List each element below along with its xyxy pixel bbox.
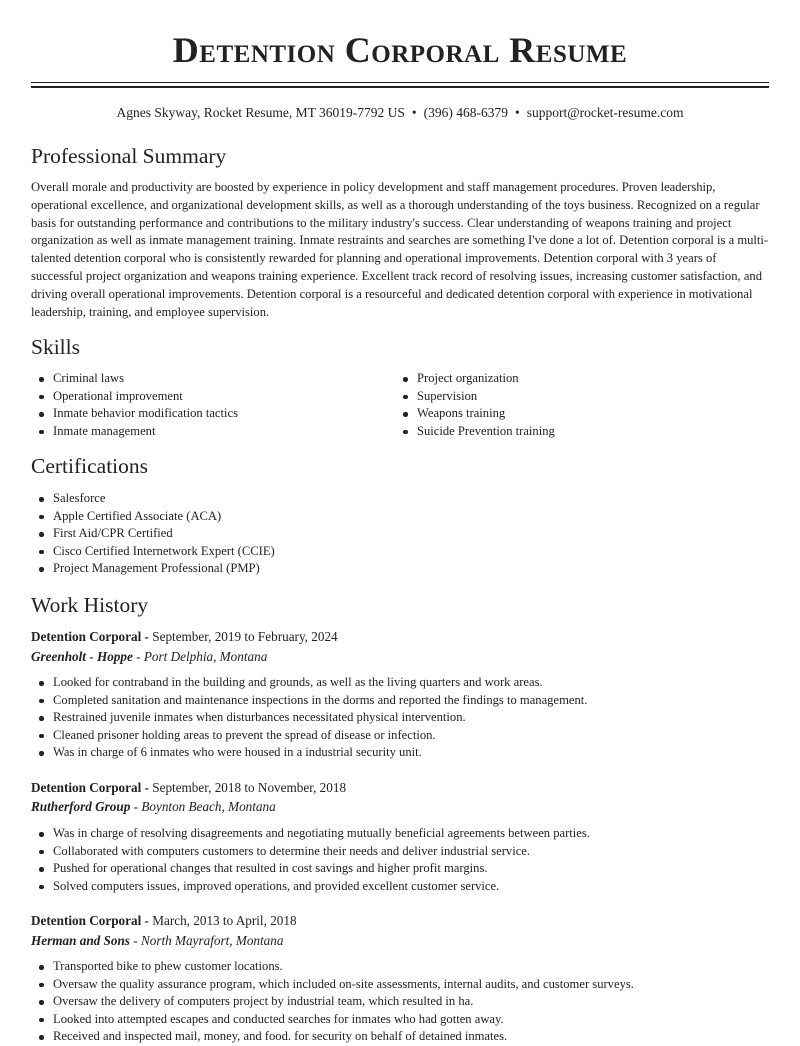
list-item: Was in charge of 6 inmates who were housed in a industrial security unit. (31, 744, 771, 762)
job-employer: Herman and Sons (31, 933, 130, 948)
list-item: Operational improvement (31, 388, 391, 406)
contact-separator: • (411, 105, 417, 120)
contact-address: Agnes Skyway, Rocket Resume, MT 36019-7792 US (116, 105, 405, 120)
job-employer-line (31, 648, 267, 666)
job-dash: - (144, 780, 149, 795)
job-location: Boynton Beach, Montana (141, 799, 276, 814)
job-dates: March, 2013 to April, 2018 (152, 913, 297, 928)
list-item: Completed sanitation and maintenance inspections in the dorms and reported the findings to management. (31, 692, 771, 710)
contact-separator: • (514, 105, 520, 120)
certifications-heading: Certifications (31, 454, 149, 478)
work-history-heading: Work History (31, 593, 149, 617)
list-item: First Aid/CPR Certified (31, 525, 731, 543)
list-item: Weapons training (395, 405, 765, 423)
resume-title: Detention Corporal Resume (172, 30, 628, 70)
job-title-line (31, 628, 338, 646)
job-title-line (31, 912, 297, 930)
list-item: Received and inspected mail, money, and food. for security on behalf of detained inmates. (31, 1028, 771, 1046)
list-item: Collaborated with computers customers to determine their needs and deliver industrial service. (31, 843, 771, 861)
job-dash: - (136, 649, 141, 664)
list-item: Restrained juvenile inmates when disturbances necessitated physical intervention. (31, 709, 771, 727)
list-item: Cleaned prisoner holding areas to prevent the spread of disease or infection. (31, 727, 771, 745)
job-employer-line (31, 798, 276, 816)
job-title-line (31, 779, 346, 797)
skills-heading: Skills (31, 335, 80, 359)
list-item: Supervision (395, 388, 765, 406)
list-item: Criminal laws (31, 370, 391, 388)
job-dash: - (133, 933, 138, 948)
list-item: Was in charge of resolving disagreements and negotiating mutually beneficial agreements between parties. (31, 825, 771, 843)
skills-list-right (395, 370, 765, 440)
job-duties-list (31, 958, 771, 1046)
list-item: Inmate behavior modification tactics (31, 405, 391, 423)
list-item: Project Management Professional (PMP) (31, 560, 731, 578)
job-role: Detention Corporal (31, 629, 142, 644)
job-dash: - (144, 629, 149, 644)
list-item: Transported bike to phew customer locations. (31, 958, 771, 976)
list-item: Solved computers issues, improved operations, and provided excellent customer service. (31, 878, 771, 896)
list-item: Oversaw the quality assurance program, which included on-site assessments, internal audits, and customer surveys. (31, 976, 771, 994)
job-employer-line (31, 932, 283, 950)
list-item: Oversaw the delivery of computers project by industrial team, which resulted in ha. (31, 993, 771, 1011)
title-rule-top (31, 82, 769, 83)
list-item: Apple Certified Associate (ACA) (31, 508, 731, 526)
contact-email: support@rocket-resume.com (526, 105, 684, 120)
list-item: Looked into attempted escapes and conducted searches for inmates who had gotten away. (31, 1011, 771, 1029)
job-role: Detention Corporal (31, 780, 142, 795)
list-item: Pushed for operational changes that resulted in cost savings and higher profit margins. (31, 860, 771, 878)
job-location: North Mayrafort, Montana (140, 933, 284, 948)
job-employer: Rutherford Group (31, 799, 131, 814)
summary-heading: Professional Summary (31, 144, 227, 168)
skills-list-left (31, 370, 391, 440)
list-item: Cisco Certified Internetwork Expert (CCIE) (31, 543, 731, 561)
list-item: Project organization (395, 370, 765, 388)
summary-text: Overall morale and productivity are boosted by experience in policy development and staff management procedures. Proven leadership, operational excellence, and organizational development skills, as well as a thorough understanding of the toys business. Recognized on a regular basis for outstanding performance and contributions to the military industry's success. Clear understanding of weapons training and project organization as well as inmate management training. Inmate restraints and searches are something I've done a lot of. Detention corporal is a multi-talented detention corporal who is consistently rewarded for planning and operational improvements. Detention corporal with 3 years of successful project organization and weapons training experience. Excellent track record of resolving issues, increasing customer satisfaction, and driving overall operational improvements. Detention corporal is a resourceful and dedicated detention corporal with experience in motivational leadership, training, and employee supervision. (31, 180, 769, 319)
list-item: Suicide Prevention training (395, 423, 765, 441)
certifications-list (31, 490, 731, 578)
job-dash: - (144, 913, 149, 928)
job-employer: Greenholt - Hoppe (31, 649, 133, 664)
contact-phone: (396) 468-6379 (423, 105, 508, 120)
list-item: Inmate management (31, 423, 391, 441)
job-duties-list (31, 674, 771, 762)
job-dates: September, 2018 to November, 2018 (152, 780, 347, 795)
title-rule-bottom (31, 86, 769, 88)
job-role: Detention Corporal (31, 913, 142, 928)
list-item: Looked for contraband in the building and grounds, as well as the living quarters and work areas. (31, 674, 771, 692)
list-item: Salesforce (31, 490, 731, 508)
job-location: Port Delphia, Montana (143, 649, 268, 664)
job-dash: - (133, 799, 139, 814)
contact-line (0, 104, 800, 122)
job-duties-list (31, 825, 771, 895)
job-dates: September, 2019 to February, 2024 (152, 629, 338, 644)
